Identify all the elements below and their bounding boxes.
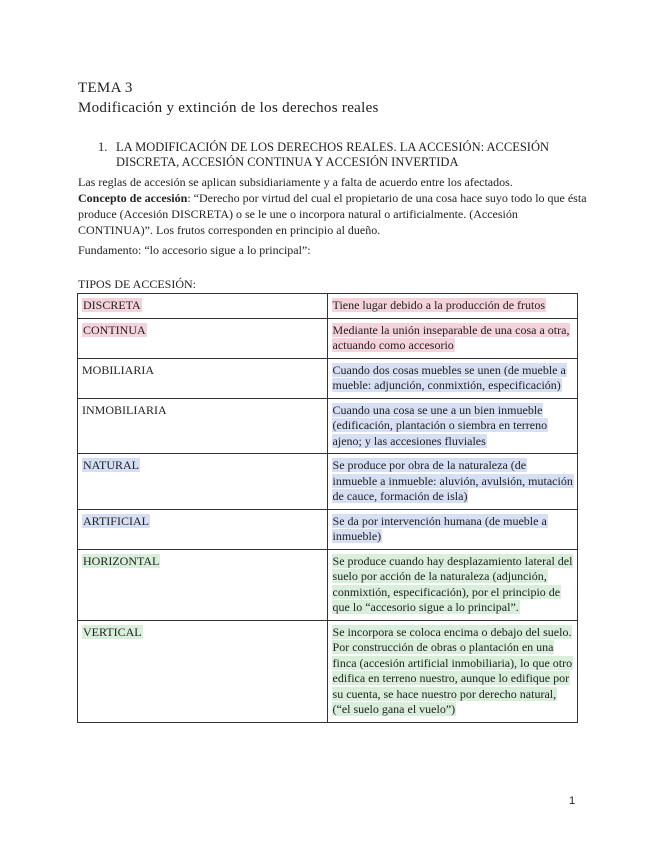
description-cell bbox=[327, 620, 577, 722]
accession-types-table bbox=[77, 293, 578, 723]
type-description: Cuando dos cosas muebles se unen (de mueble a mueble: adjunción, conmixtión, especificación) bbox=[332, 362, 566, 392]
type-cell bbox=[78, 620, 328, 722]
paragraph-foundation: Fundamento: “lo accesorio sigue a lo principal”: bbox=[78, 243, 311, 257]
type-description: Cuando una cosa se une a un bien inmueble (edificación, plantación o siembra en terreno ajeno; y las accesiones fluviales bbox=[332, 402, 548, 448]
tema-subtitle: Modificación y extinción de los derechos reales bbox=[78, 100, 379, 116]
table-row bbox=[78, 549, 578, 620]
concept-label: Concepto de accesión bbox=[78, 191, 188, 205]
type-cell bbox=[78, 398, 328, 454]
table-row bbox=[78, 358, 578, 398]
table-row bbox=[78, 509, 578, 549]
description-cell bbox=[327, 509, 577, 549]
type-description: Se da por intervención humana (de mueble a inmueble) bbox=[332, 513, 547, 543]
type-description: Se produce por obra de la naturaleza (de inmueble a inmueble: aluvión, avulsión, mutación de cauce, formación de isla) bbox=[332, 458, 573, 503]
type-label: HORIZONTAL bbox=[83, 553, 160, 568]
type-cell bbox=[78, 549, 328, 620]
description-cell bbox=[327, 294, 577, 319]
concept-text: : “Derecho por virtud del cual el propietario de una cosa hace suyo todo lo que ésta produce (Accesión DISCRETA) o se le une o incorpora natural o artificialmente. (Accesión CONTINUA)”. Los frutos corresponden en principio al dueño. bbox=[78, 191, 587, 237]
type-label: DISCRETA bbox=[83, 298, 141, 312]
type-description: Se incorpora se coloca encima o debajo del suelo. Por construcción de obras o plantación en una finca (accesión artificial inmobiliaria), lo que otro edifica en terreno nuestro, aunque lo edifique por su cuenta, se hace nuestro por derecho natural, (“el suelo gana el vuelo”) bbox=[332, 624, 573, 716]
table-row bbox=[78, 454, 578, 510]
description-cell bbox=[327, 454, 577, 510]
table-row bbox=[78, 294, 578, 319]
type-cell bbox=[78, 318, 328, 358]
table-row bbox=[78, 620, 578, 722]
type-label: MOBILIARIA bbox=[82, 362, 154, 377]
description-cell bbox=[327, 549, 577, 620]
type-description: Tiene lugar debido a la producción de frutos bbox=[332, 298, 546, 312]
description-cell bbox=[327, 318, 577, 358]
type-description: Se produce cuando hay desplazamiento lateral del suelo por acción de la naturaleza (adjunción, conmixtión, especificación), por el principio de que lo “accesorio sigue a lo principal”. bbox=[332, 553, 573, 614]
section-title: LA MODIFICACIÓN DE LOS DERECHOS REALES. LA ACCESIÓN: ACCESIÓN DISCRETA, ACCESIÓN CONTINUA Y ACCESIÓN INVERTIDA bbox=[116, 140, 550, 169]
type-label: NATURAL bbox=[83, 458, 139, 472]
type-description: Mediante la unión inseparable de una cosa a otra, actuando como accesorio bbox=[332, 322, 570, 352]
table-row bbox=[78, 398, 578, 454]
type-cell bbox=[78, 294, 328, 319]
type-label: CONTINUA bbox=[83, 322, 146, 337]
section-number: 1. bbox=[98, 140, 108, 154]
tema-title: TEMA 3 bbox=[78, 80, 133, 96]
type-cell bbox=[78, 454, 328, 510]
description-cell bbox=[327, 398, 577, 454]
page-number: 1 bbox=[569, 795, 576, 807]
paragraph-concept bbox=[78, 190, 588, 238]
type-label: VERTICAL bbox=[83, 624, 142, 639]
table-row bbox=[78, 318, 578, 358]
type-cell bbox=[78, 358, 328, 398]
type-cell bbox=[78, 509, 328, 549]
type-label: INMOBILIARIA bbox=[82, 402, 167, 417]
types-title: TIPOS DE ACCESIÓN: bbox=[78, 277, 197, 291]
type-label: ARTIFICIAL bbox=[83, 513, 149, 528]
section-heading bbox=[98, 140, 578, 170]
paragraph-subsidiary: Las reglas de accesión se aplican subsidiariamente y a falta de acuerdo entre los afectados. bbox=[78, 175, 513, 189]
description-cell bbox=[327, 358, 577, 398]
